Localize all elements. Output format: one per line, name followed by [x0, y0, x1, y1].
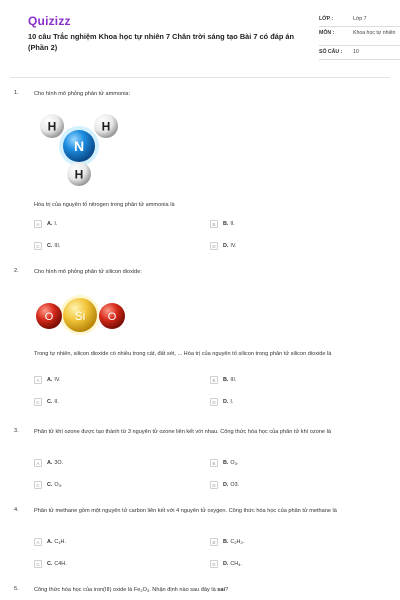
- meta-value: Khoa học tự nhiên: [353, 30, 396, 36]
- question-text: Phân tử khí ozone được tạo thành từ 3 nguyên tử ozone liên kết với nhau. Công thức hóa học của phân tử khí ozone là: [34, 429, 331, 435]
- question-text: Cho hình mô phỏng phân tử ammonia:: [34, 91, 131, 97]
- meta-label: SỐ CÂU :: [319, 49, 343, 55]
- option-letter: A: [34, 538, 42, 546]
- option-letter: C: [34, 481, 42, 489]
- option-c[interactable]: C C. III.: [34, 242, 60, 250]
- atom-label: N: [73, 138, 85, 154]
- question-text: Cho hình mô phỏng phân tử silicon dioxide:: [34, 269, 142, 275]
- atom-label: H: [101, 119, 111, 134]
- question-subtext: Trong tự nhiên, silicon dioxide có nhiều trong cát, đất sét, ... Hóa trị của nguyên tố silicon trong phân tử silicon dioxide là: [34, 351, 332, 357]
- question-number: 5.: [14, 586, 19, 592]
- page-title: 10 câu Trắc nghiệm Khoa học tự nhiên 7 Chân trời sáng tạo Bài 7 có đáp án (Phần 2): [28, 32, 295, 52]
- option-a[interactable]: A A. IV.: [34, 376, 61, 384]
- meta-row-subject: [319, 27, 400, 46]
- option-letter: B: [210, 376, 218, 384]
- option-letter: A: [34, 376, 42, 384]
- question-3: [14, 428, 386, 500]
- ammonia-molecule-image: [34, 104, 144, 186]
- atom-label: O: [44, 311, 54, 323]
- option-letter: B: [210, 538, 218, 546]
- option-letter: B: [210, 220, 218, 228]
- atom-label: Si: [74, 309, 86, 323]
- option-d[interactable]: D D. I.: [210, 398, 233, 406]
- meta-table: [319, 13, 400, 60]
- option-letter: C: [34, 398, 42, 406]
- atom-label: O: [107, 311, 117, 323]
- option-b[interactable]: B B. O 3 .: [210, 459, 238, 467]
- option-letter: D: [210, 398, 218, 406]
- question-2: [14, 268, 386, 418]
- atom-label: H: [74, 167, 84, 182]
- option-letter: C: [34, 242, 42, 250]
- question-text: Phân tử methane gồm một nguyên tử carbon liên kết với 4 nguyên tử oxygen. Công thức hóa học của phân tử methane là: [34, 508, 337, 514]
- question-number: 1.: [14, 90, 19, 96]
- option-letter: A: [34, 220, 42, 228]
- meta-row-class: [319, 13, 400, 27]
- option-letter: D: [210, 481, 218, 489]
- option-d[interactable]: D D. O3.: [210, 481, 239, 489]
- question-4: [14, 507, 386, 579]
- header-divider: [10, 77, 390, 78]
- quizizz-logo: Quizizz: [28, 14, 71, 28]
- option-letter: D: [210, 560, 218, 568]
- question-number: 3.: [14, 428, 19, 434]
- meta-label: LỚP :: [319, 16, 334, 22]
- option-a[interactable]: A A. I.: [34, 220, 57, 228]
- option-letter: C: [34, 560, 42, 568]
- silicon-dioxide-molecule-image: [34, 290, 134, 340]
- option-letter: B: [210, 459, 218, 467]
- header: [14, 0, 396, 80]
- meta-label: MÔN :: [319, 30, 335, 36]
- option-a[interactable]: A A. 3O.: [34, 459, 63, 467]
- question-1: [14, 90, 386, 260]
- meta-value: 10: [353, 49, 359, 55]
- question-text: Công thức hóa học của iron(III) oxide là $Fe_2O_3$. Nhận định nào sau đây là sai?: [34, 587, 229, 593]
- option-c[interactable]: C C. II.: [34, 398, 59, 406]
- question-subtext: Hóa trị của nguyên tố nitrogen trong phân tử ammonia là: [34, 202, 175, 208]
- option-letter: D: [210, 242, 218, 250]
- question-5: [14, 586, 386, 598]
- option-c[interactable]: C C. O 3 .: [34, 481, 62, 489]
- option-letter: A: [34, 459, 42, 467]
- atom-label: H: [47, 119, 57, 134]
- option-c[interactable]: C C. C4H.: [34, 560, 67, 568]
- option-d[interactable]: D D. CH 4 .: [210, 560, 242, 568]
- question-number: 2.: [14, 268, 19, 274]
- question-number: 4.: [14, 507, 19, 513]
- option-b[interactable]: B B. II.: [210, 220, 235, 228]
- option-a[interactable]: A A. C 4 H.: [34, 538, 66, 546]
- meta-value: Lớp 7: [353, 16, 367, 22]
- option-d[interactable]: D D. IV.: [210, 242, 237, 250]
- option-b[interactable]: B B. C 2 H 2 .: [210, 538, 244, 546]
- option-b[interactable]: B B. III.: [210, 376, 236, 384]
- meta-row-count: [319, 46, 400, 60]
